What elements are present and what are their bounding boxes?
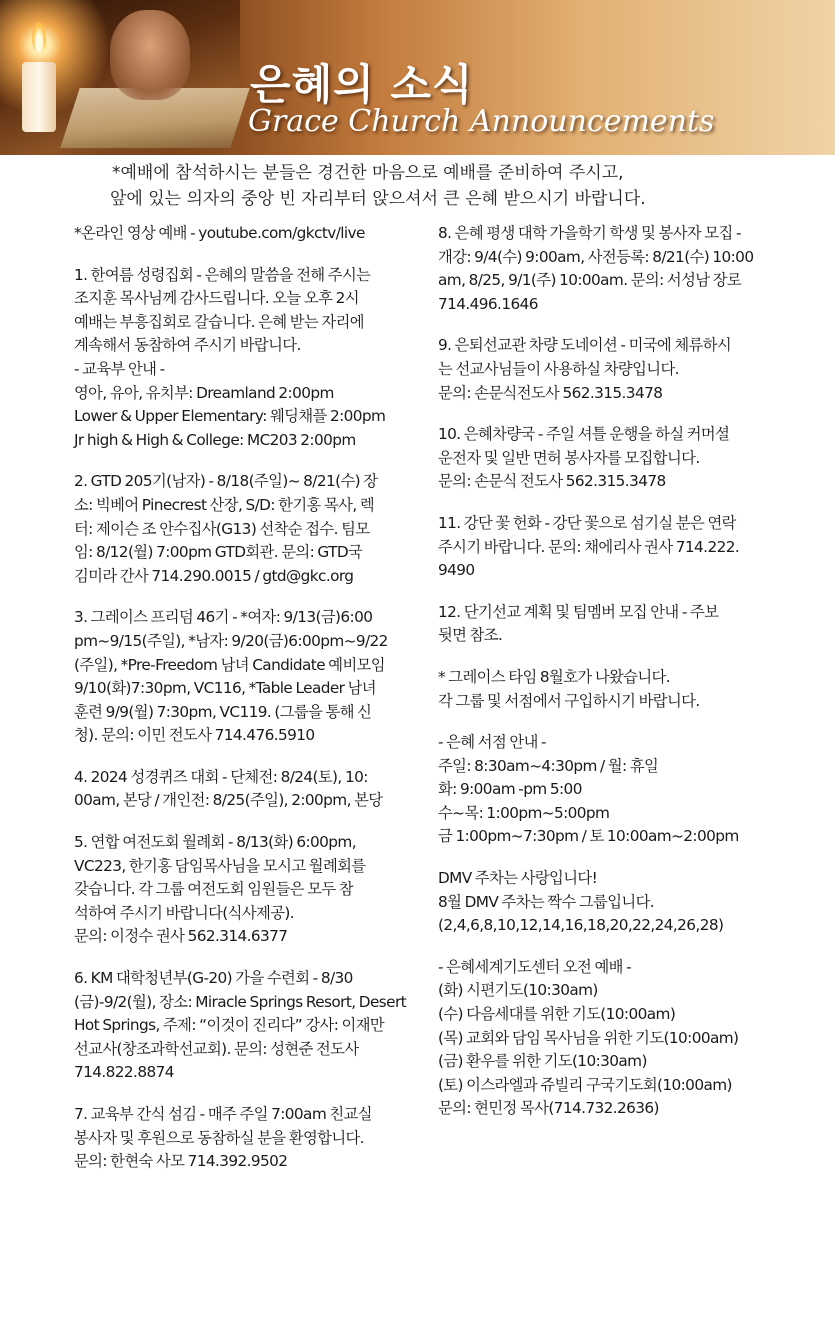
announcement-line: 주시기 바랍니다. 문의: 채에리사 권사 714.222.	[438, 537, 740, 556]
announcement-line: 터: 제이슨 조 안수집사(G13) 선착순 접수. 팀모	[74, 519, 370, 538]
announcement-line: 714.822.8874	[74, 1063, 174, 1082]
announcement-line: 4. 2024 성경퀴즈 대회 - 단체전: 8/24(토), 10:	[74, 767, 368, 786]
announcement-line: (화) 시편기도(10:30am)	[438, 981, 598, 1000]
announcement-line: - 은혜 서점 안내 -	[438, 733, 546, 752]
announcement-line: Hot Springs, 주제: “이것이 진리다” 강사: 이재만	[74, 1016, 385, 1035]
announcement-line: 예배는 부흥집회로 갈습니다. 은혜 받는 자리에	[74, 312, 364, 331]
announcement-line: * 그레이스 타임 8월호가 나왔습니다.	[438, 667, 670, 686]
announcement-line: 조지훈 목사님께 감사드립니다. 오늘 오후 2시	[74, 289, 359, 308]
announcement-item	[438, 867, 800, 938]
announcement-item	[74, 766, 431, 813]
announcement-item	[74, 470, 431, 588]
announcement-line: 12. 단기선교 계획 및 팀멤버 모집 안내 - 주보	[438, 602, 719, 621]
announcement-item	[74, 831, 431, 949]
announcement-line: 3. 그레이스 프리덤 46기 - *여자: 9/13(금)6:00	[74, 608, 373, 627]
announcement-line: 1. 한여름 성령집회 - 은혜의 말씀을 전해 주시는	[74, 265, 371, 284]
announcement-line: 5. 연합 여전도회 월례회 - 8/13(화) 6:00pm,	[74, 833, 356, 852]
page-subtitle: Grace Church Announcements	[248, 104, 715, 139]
announcement-line: 수~목: 1:00pm~5:00pm	[438, 803, 610, 822]
announcement-item	[74, 222, 431, 246]
announcement-line: 8월 DMV 주차는 짝수 그룹입니다.	[438, 892, 655, 911]
announcement-line: 9/10(화)7:30pm, VC116, *Table Leader 남녀	[74, 679, 376, 698]
announcement-line: 6. KM 대학청년부(G-20) 가을 수련회 - 8/30	[74, 969, 353, 988]
announcement-line: 11. 강단 꽃 헌화 - 강단 꽃으로 섬기실 분은 연락	[438, 513, 736, 532]
announcement-line: - 교육부 안내 -	[74, 359, 165, 378]
page-title: 은혜의 소식	[250, 60, 474, 109]
announcement-item	[438, 423, 800, 494]
announcement-line: 선교사(창조과학선교회). 문의: 성현준 전도사	[74, 1039, 359, 1058]
announcement-line: Jr high & High & College: MC203 2:00pm	[74, 430, 356, 449]
announcement-line: 주일: 8:30am~4:30pm / 월: 휴일	[438, 756, 659, 775]
announcement-line: 임: 8/12(월) 7:00pm GTD회관. 문의: GTD국	[74, 543, 363, 562]
announcement-line: 청). 문의: 이민 전도사 714.476.5910	[74, 726, 315, 745]
announcement-line: 2. GTD 205기(남자) - 8/18(주일)~ 8/21(수) 장	[74, 472, 378, 491]
candle-flame-icon	[32, 22, 46, 52]
announcement-line: (수) 다음세대를 위한 기도(10:00am)	[438, 1005, 676, 1024]
announcement-item	[74, 606, 431, 748]
intro-notice	[112, 160, 752, 212]
announcement-item	[438, 731, 800, 849]
announcement-line: 714.496.1646	[438, 294, 538, 313]
announcement-item	[74, 967, 431, 1085]
header-banner	[0, 0, 835, 155]
announcement-line: 석하여 주시기 바랍니다(식사제공).	[74, 903, 294, 922]
announcement-line: 뒷면 참조.	[438, 626, 503, 645]
announcement-line: - 은혜세계기도센터 오전 예배 -	[438, 957, 632, 976]
announcement-line: 7. 교육부 간식 섬김 - 매주 주일 7:00am 친교실	[74, 1105, 372, 1123]
announcement-line: pm~9/15(주일), *남자: 9/20(금)6:00pm~9/22	[74, 631, 388, 650]
announcement-line: 00am, 본당 / 개인전: 8/25(주일), 2:00pm, 본당	[74, 791, 383, 810]
announcement-line: (2,4,6,8,10,12,14,16,18,20,22,24,26,28)	[438, 916, 724, 935]
announcement-line: am, 8/25, 9/1(주) 10:00am. 문의: 서성남 장로	[438, 271, 742, 290]
announcement-item	[438, 956, 800, 1121]
announcement-line: 는 선교사님들이 사용하실 차량입니다.	[438, 359, 679, 378]
announcement-line: Lower & Upper Elementary: 웨딩채플 2:00pm	[74, 407, 386, 426]
announcement-line: 10. 은혜차량국 - 주일 셔틀 운행을 하실 커머셜	[438, 425, 730, 444]
announcement-line: 문의: 한현숙 사모 714.392.9502	[74, 1152, 288, 1171]
announcement-item	[438, 512, 800, 583]
announcement-line: 운전자 및 일반 면허 봉사자를 모집합니다.	[438, 448, 700, 467]
praying-hands-image	[110, 10, 190, 100]
announcement-item	[438, 601, 800, 648]
announcement-line: 훈련 9/9(월) 7:30pm, VC119. (그룹을 통해 신	[74, 702, 372, 721]
announcement-line: (주일), *Pre-Freedom 남녀 Candidate 예비모임	[74, 655, 385, 674]
announcement-line: 문의: 현민정 목사(714.732.2636)	[438, 1099, 659, 1118]
announcement-line: 갖습니다. 각 그룹 여전도회 임원들은 모두 참	[74, 880, 354, 899]
announcement-line: 화: 9:00am -pm 5:00	[438, 780, 582, 799]
announcement-item	[74, 1103, 431, 1174]
intro-line: 앞에 있는 의자의 중앙 빈 자리부터 앉으셔서 큰 은혜 받으시기 바랍니다.	[110, 189, 646, 209]
announcement-line: 개강: 9/4(수) 9:00am, 사전등록: 8/21(수) 10:00	[438, 247, 754, 266]
announcement-line: (목) 교회와 담임 목사님을 위한 기도(10:00am)	[438, 1028, 739, 1047]
announcement-line: DMV 주차는 사랑입니다!	[438, 869, 598, 888]
announcement-line: 김미라 간사 714.290.0015 / gtd@gkc.org	[74, 566, 354, 585]
announcement-line: 봉사자 및 후원으로 동참하실 분을 환영합니다.	[74, 1128, 364, 1147]
announcement-line: 계속해서 동참하여 주시기 바랍니다.	[74, 336, 301, 355]
announcement-line: VC223, 한기홍 담임목사님을 모시고 월례회를	[74, 856, 366, 875]
announcement-item	[438, 222, 800, 316]
announcement-line: 영아, 유아, 유치부: Dreamland 2:00pm	[74, 383, 334, 402]
announcement-line: 9. 은퇴선교관 차량 도네이션 - 미국에 체류하시	[438, 336, 732, 355]
announcement-line: 문의: 손문식 전도사 562.315.3478	[438, 472, 666, 491]
announcement-line: (금)-9/2(월), 장소: Miracle Springs Resort, Desert	[74, 992, 407, 1011]
announcement-line: 금 1:00pm~7:30pm / 토 10:00am~2:00pm	[438, 827, 739, 846]
announcement-line: (금) 환우를 위한 기도(10:30am)	[438, 1052, 647, 1071]
prayer-candle-photo	[0, 0, 240, 155]
announcement-line: 소: 빅베어 Pinecrest 산장, S/D: 한기홍 목사, 렉	[74, 495, 375, 514]
announcements-left-column	[74, 222, 431, 1192]
announcement-line: (토) 이스라엘과 쥬빌리 구국기도회(10:00am)	[438, 1075, 732, 1094]
announcement-item	[74, 264, 431, 453]
candle-image	[22, 62, 56, 132]
intro-line: *예배에 참석하시는 분들은 경건한 마음으로 예배를 준비하여 주시고,	[112, 163, 624, 183]
announcement-line: *온라인 영상 예배 - youtube.com/gkctv/live	[74, 224, 365, 242]
announcement-line: 문의: 손문식전도사 562.315.3478	[438, 383, 663, 402]
announcement-item	[438, 334, 800, 405]
announcement-line: 8. 은혜 평생 대학 가을학기 학생 및 봉사자 모집 -	[438, 224, 741, 242]
announcement-line: 각 그룹 및 서점에서 구입하시기 바랍니다.	[438, 691, 700, 710]
announcement-line: 문의: 이정수 권사 562.314.6377	[74, 927, 288, 946]
announcement-line: 9490	[438, 561, 475, 580]
announcement-item	[438, 666, 800, 713]
announcements-right-column	[438, 222, 800, 1139]
